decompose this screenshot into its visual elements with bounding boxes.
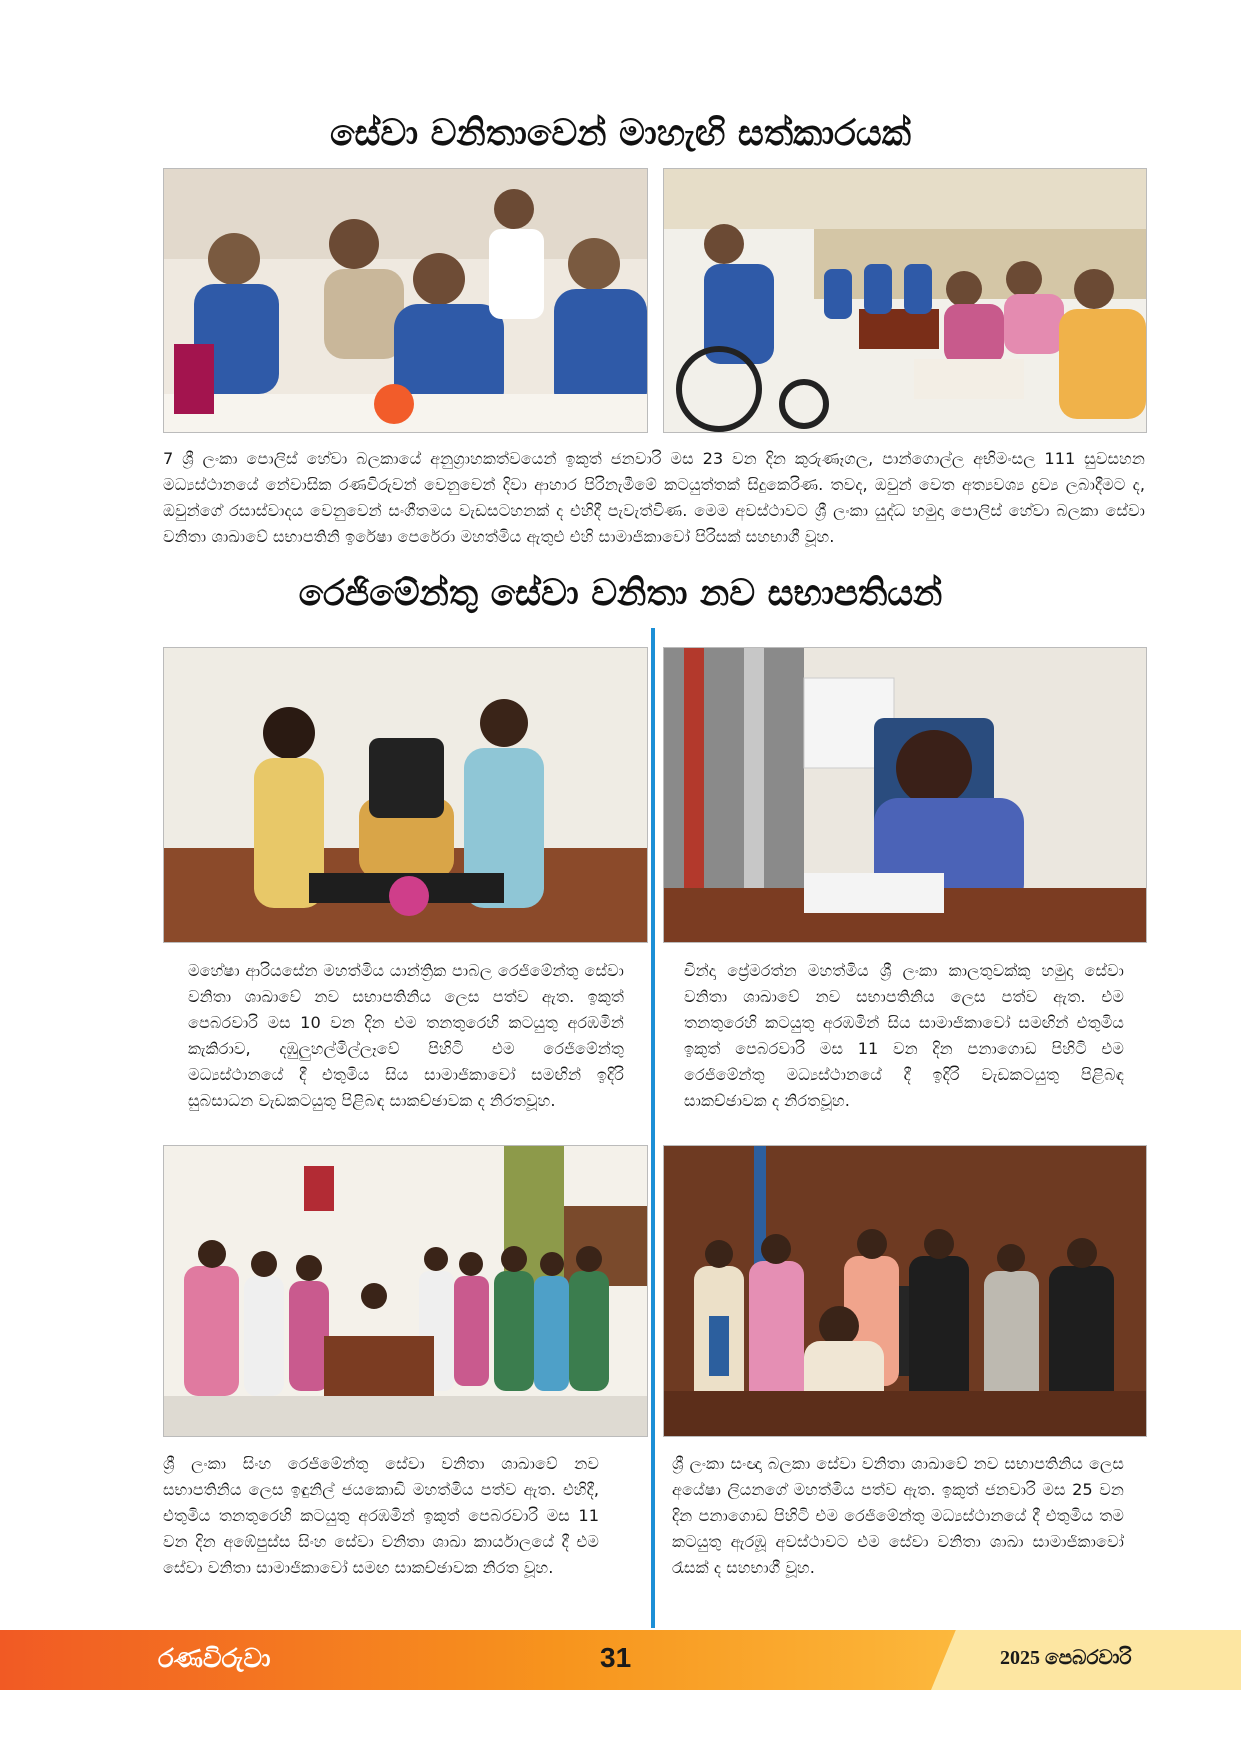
caption-sinha-regiment: ශ්‍රී ලංකා සිංහ රෙජිමේන්තු සේවා වනිතා ශාඛාවේ නව සභාපතිනිය ලෙස ඉඳුනිල් ජයකොඩි මහත්මිය පත්ව ඇත. එහිදී, එතුමිය තනතුරෙහි කටයුතු අරඹමින් ඉකුත් පෙබරවාරි මස 11 වන දින අඹේපුස්ස සිංහ සේවා වනිතා ශාඛා කාර්යාලයේ දී එම සේවා වනිතා සාමාජිකාවෝ සමඟ සාකච්ඡාවක නිරත වූහ. xyxy=(163,1454,599,1577)
page-number: 31 xyxy=(600,1642,632,1673)
photo-artillery xyxy=(663,647,1147,943)
caption-mechanised-infantry: මහේෂා ආරියසේන මහත්මිය යාන්ත්‍රික පාබල රෙජිමේන්තු සේවා වනිතා ශාඛාවේ නව සභාපතිනිය ලෙස පත්ව ඇත. ඉකුත් පෙබරවාරි මස 10 වන දින එම තනතුරෙහි කටයුතු අරඹමින් කැකිරාව, දඹුලුහල්මිල්ලෑවේ පිහිටි එම රෙජිමේන්තු මධ්‍යස්ථානයේ දී එතුමිය සිය සාමාජිකාවෝ සමඟින් ඉදිරි සුබසාධන වැඩකටයුතු පිළිබඳ සාකච්ඡාවක ද නිරතවූහ. xyxy=(188,961,624,1110)
photo-lunch-table xyxy=(163,168,648,433)
issue-date: 2025 පෙබරවාරි xyxy=(1000,1647,1132,1669)
photo-mechanised-infantry xyxy=(163,647,648,943)
caption-artillery: චින්දා ප්‍රේමරත්න මහත්මිය ශ්‍රී ලංකා කාලතුවක්කු හමුදා සේවා වනිතා ශාඛාවේ නව සභාපතිනිය ලෙස පත්ව ඇත. එම තනතුරෙහි කටයුතු අරඹමින් සිය සාමාජිකාවෝ සමඟින් එතුමිය ඉකුත් පෙබරවාරි මස 11 වන දින පනාගොඩ පිහිටි එම රෙජිමේන්තු මධ්‍යස්ථානයේ දී ඉදිරි වැඩකටයුතු පිළිබඳ සාකච්ඡාවක ද නිරතවූහ. xyxy=(684,961,1124,1110)
section1-headline: සේවා වනිතාවෙන් මාහැඟි සත්කාරයක් xyxy=(330,112,911,154)
photo-signals-corps xyxy=(663,1145,1147,1437)
photo-sinha-regiment xyxy=(163,1145,648,1437)
magazine-brand: රණවිරුවා xyxy=(158,1644,271,1674)
caption-signals-corps: ශ්‍රී ලංකා සංඥා බලකා සේවා වනිතා ශාඛාවේ නව සභාපතිනිය ලෙස අයේෂා ලියනගේ මහත්මිය පත්ව ඇත. ඉකුත් ජනවාරි මස 25 වන දින පනාගොඩ පිහිටි එම රෙජිමේන්තු මධ්‍යස්ථානයේ දී එතුමිය තම කටයුතු ඇරඹූ අවස්ථාවට එම සේවා වනිතා ශාඛා සාමාජිකාවෝ රැසක් ද සහභාගී වූහ. xyxy=(672,1454,1124,1577)
section2-headline: රෙජිමේන්තු සේවා වනිතා නව සභාපතියන් xyxy=(298,572,943,614)
photo-wheelchair-hall xyxy=(663,168,1147,433)
column-divider xyxy=(651,628,655,1628)
section1-caption: 7 ශ්‍රී ලංකා පොලිස් හේවා බලකායේ අනුග්‍රාහකත්වයෙන් ඉකුත් ජනවාරි මස 23 වන දින කුරුණෑගල, පාන්ගොල්ල අභිමංසල 111 සුවසහන මධ්‍යස්ථානයේ නේවාසික රණවිරුවන් වෙනුවෙන් දිවා ආහාර පිරිනැමීමේ කටයුත්තක් සිදුකෙරිණ. තවද, ඔවුන් වෙත අත්‍යවශ්‍ය ද්‍රව්‍ය ලබාදීමට ද, ඔවුන්ගේ රසාස්වාදය වෙනුවෙන් සංගීතමය වැඩසටහනක් ද එහිදී පැවැත්විණ. මෙම අවස්ථාවට ශ්‍රී ලංකා යුද්ධ හමුදා පොලිස් හේවා බලකා සේවා වනිතා ශාඛාවේ සභාපතිනි ඉරේෂා පෙරේරා මහත්මිය ඇතුළු එහි සාමාජිකාවෝ පිරිසක් සහභාගී වූහ. xyxy=(163,449,1145,546)
